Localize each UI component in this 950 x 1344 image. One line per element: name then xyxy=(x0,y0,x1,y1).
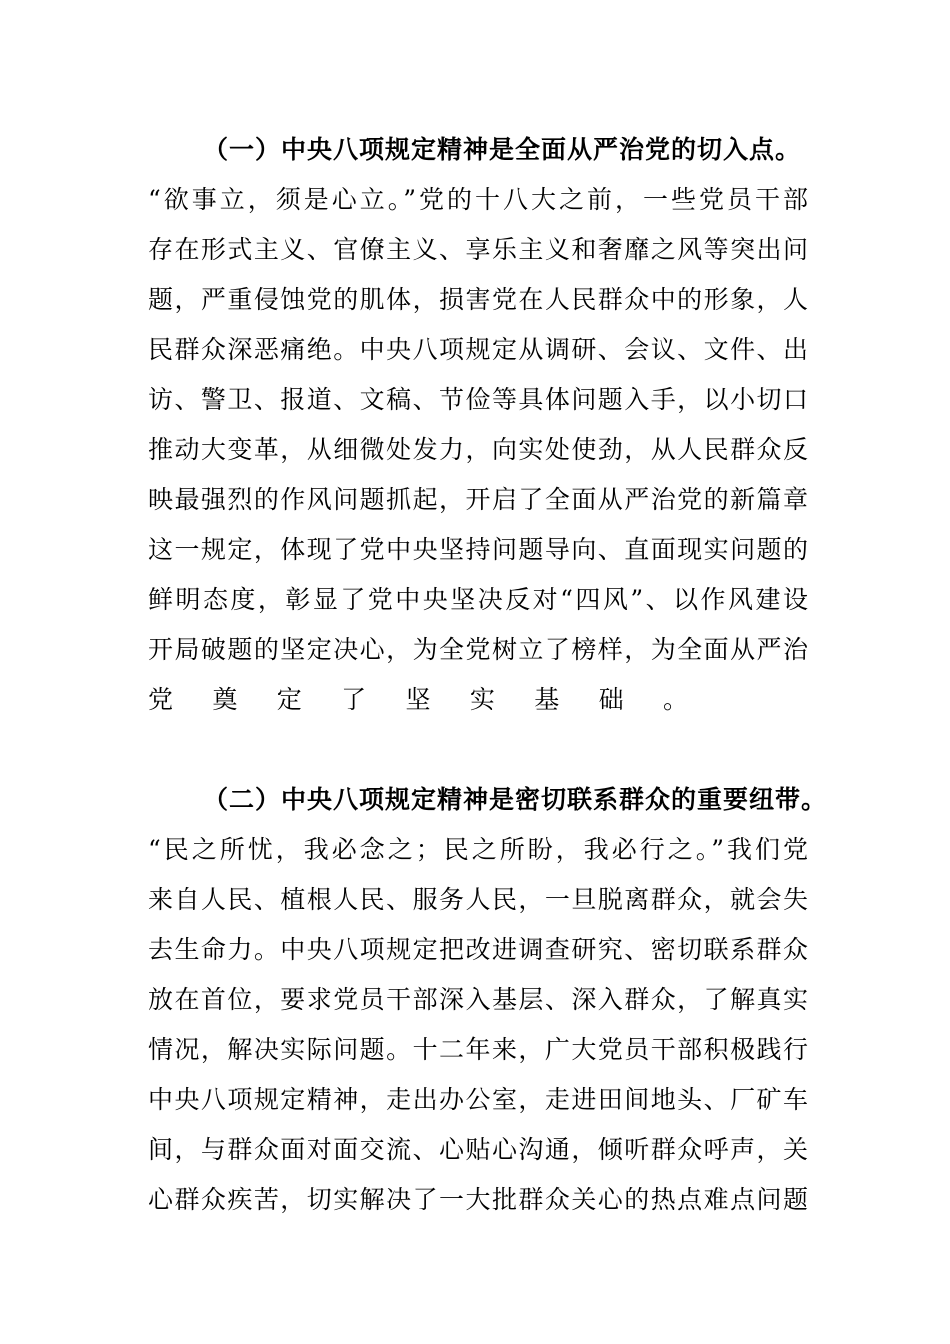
section-2-line-7: 间，与群众面对面交流、心贴心沟通，倾听群众呼声，关 xyxy=(148,1135,808,1164)
section-1-line-9: 鲜明态度，彰显了党中央坚决反对“四风”、以作风建设 xyxy=(148,585,808,614)
section-1-line-4: 民群众深恶痛绝。中央八项规定从调研、会议、文件、出 xyxy=(148,335,808,364)
section-2-line-8: 心群众疾苦，切实解决了一大批群众关心的热点难点问题 xyxy=(148,1185,808,1214)
section-2-line-5: 情况，解决实际问题。十二年来，广大党员干部积极践行 xyxy=(148,1035,808,1064)
section-1-line-5: 访、警卫、报道、文稿、节俭等具体问题入手，以小切口 xyxy=(148,385,808,414)
section-2-line-6: 中央八项规定精神，走出办公室，走进田间地头、厂矿车 xyxy=(148,1085,808,1114)
section-1-line-11: 党奠定了坚实基础。 xyxy=(148,685,688,714)
section-2-heading: （二）中央八项规定精神是密切联系群众的重要纽带。 xyxy=(203,785,828,814)
section-1-line-10: 开局破题的坚定决心，为全党树立了榜样，为全面从严治 xyxy=(148,635,808,664)
section-1-line-2: 存在形式主义、官僚主义、享乐主义和奢靡之风等突出问 xyxy=(148,235,808,264)
section-1-heading: （一）中央八项规定精神是全面从严治党的切入点。 xyxy=(203,135,802,164)
section-2-line-1: “民之所忧，我必念之；民之所盼，我必行之。”我们党 xyxy=(148,835,808,864)
section-2-line-4: 放在首位，要求党员干部深入基层、深入群众，了解真实 xyxy=(148,985,808,1014)
section-1-line-3: 题，严重侵蚀党的肌体，损害党在人民群众中的形象，人 xyxy=(148,285,808,314)
section-2-line-2: 来自人民、植根人民、服务人民，一旦脱离群众，就会失 xyxy=(148,885,808,914)
section-1-line-1: “欲事立，须是心立。”党的十八大之前，一些党员干部 xyxy=(148,185,808,214)
section-1-line-6: 推动大变革，从细微处发力，向实处使劲，从人民群众反 xyxy=(148,435,808,464)
section-2-line-3: 去生命力。中央八项规定把改进调查研究、密切联系群众 xyxy=(148,935,808,964)
section-1-line-7: 映最强烈的作风问题抓起，开启了全面从严治党的新篇章 xyxy=(148,485,808,514)
section-1-line-8: 这一规定，体现了党中央坚持问题导向、直面现实问题的 xyxy=(148,535,808,564)
